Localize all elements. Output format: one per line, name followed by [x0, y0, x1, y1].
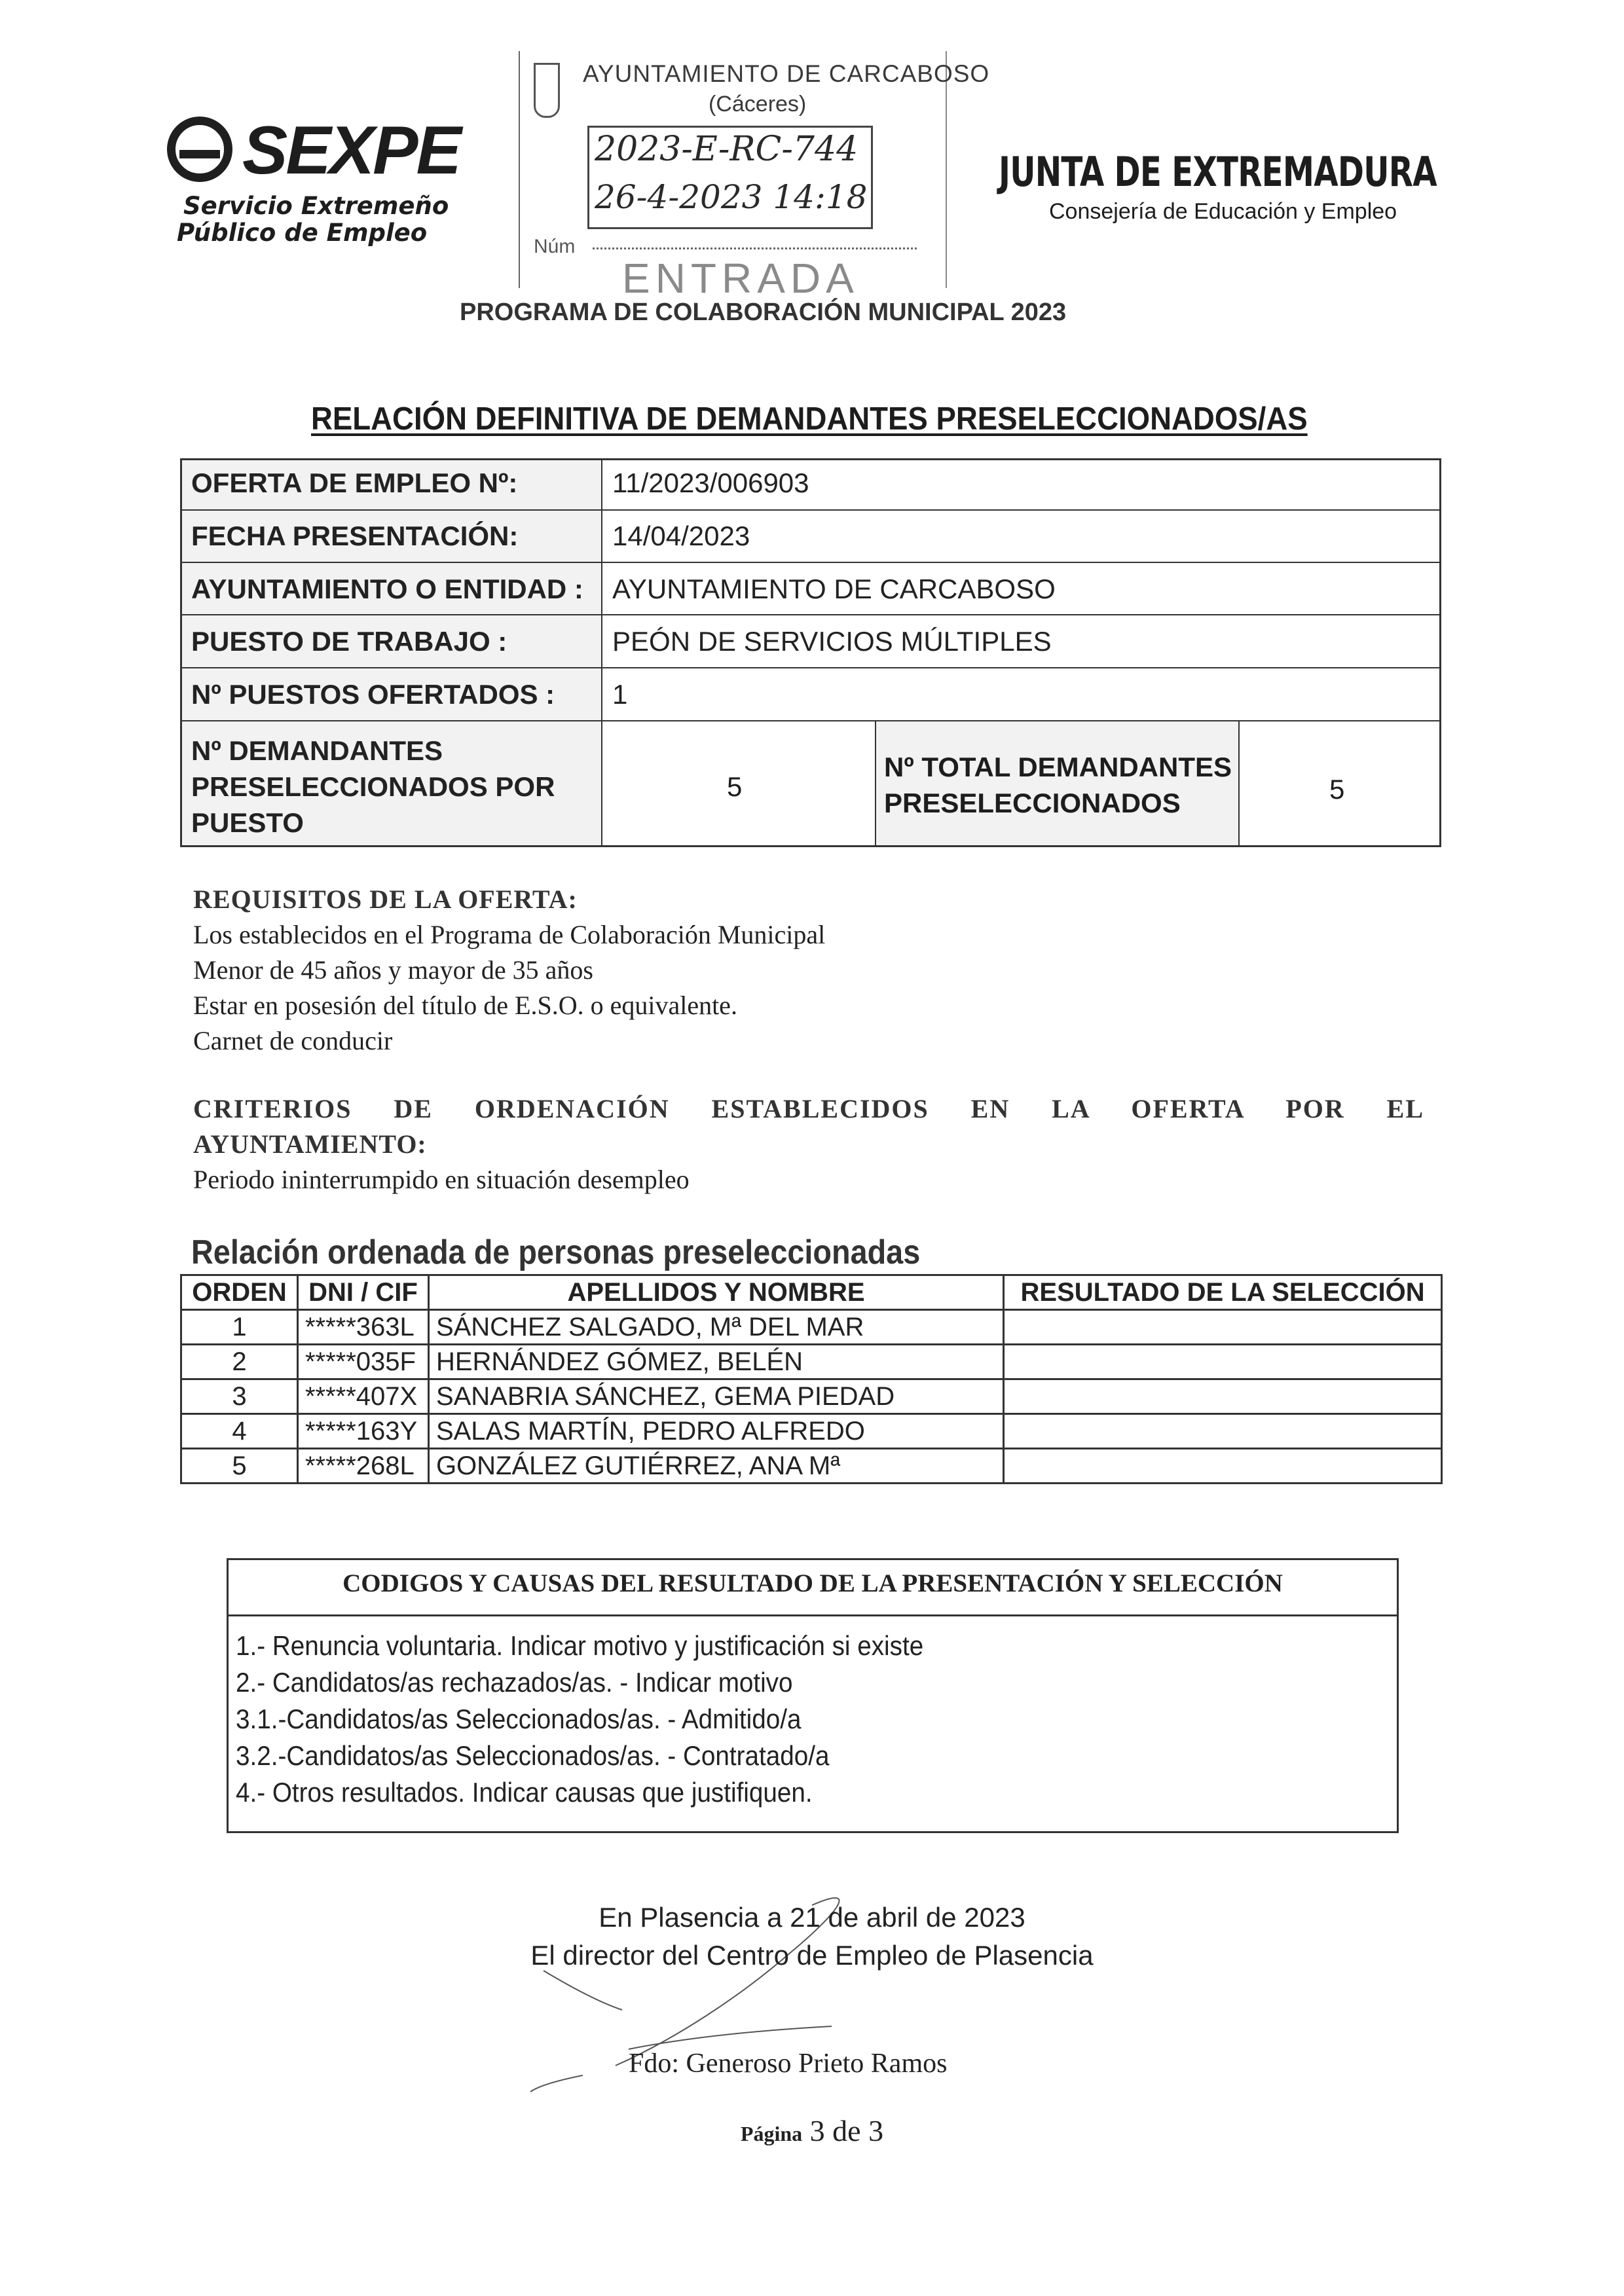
job-position-value: PEÓN DE SERVICIOS MÚLTIPLES	[612, 626, 1052, 657]
offer-row-divider	[180, 667, 1441, 668]
page-current: 3	[809, 2114, 825, 2147]
sexpe-logo-text: SEXPE	[242, 113, 460, 189]
criteria-text: Periodo ininterrumpido en situación desempleo	[193, 1165, 690, 1194]
codes-title: CODIGOS Y CAUSAS DEL RESULTADO DE LA PRESENTACIÓN Y SELECCIÓN	[342, 1569, 1283, 1597]
cell-order: 1	[181, 1310, 298, 1345]
presentation-date-value: 14/04/2023	[612, 520, 750, 551]
table-row	[181, 1379, 1442, 1414]
requirement-item: Menor de 45 años y mayor de 35 años	[193, 955, 593, 985]
cell-dni: *****363L	[297, 1310, 428, 1345]
junta-subtitle: Consejería de Educación y Empleo	[1049, 199, 1397, 224]
entity-label: AYUNTAMIENTO O ENTIDAD :	[191, 574, 583, 604]
cell-dni: *****268L	[297, 1449, 428, 1484]
signatory-name: Fdo: Generoso Prieto Ramos	[629, 2049, 948, 2079]
sexpe-logo-icon	[167, 117, 232, 182]
applicants-per-post-value: 5	[727, 771, 743, 802]
junta-title: JUNTA DE EXTREMADURA	[999, 148, 1437, 196]
table-row	[181, 1414, 1442, 1449]
positions-offered-value: 1	[612, 679, 628, 710]
cell-result	[1004, 1449, 1442, 1484]
cell-dni: *****407X	[297, 1379, 428, 1414]
applicants-per-post-label: Nº DEMANDANTES	[191, 735, 443, 766]
requirement-item: Estar en posesión del título de E.S.O. o equivalente.	[193, 991, 737, 1020]
offer-col-divider	[875, 720, 876, 847]
stamp-dotted-line	[593, 247, 917, 249]
sexpe-subtitle-line1: Servicio Extremeño	[183, 192, 449, 220]
table-row	[181, 1345, 1442, 1379]
cell-order: 3	[181, 1379, 298, 1414]
positions-offered-label: Nº PUESTOS OFERTADOS :	[191, 679, 555, 710]
presentation-date-label: FECHA PRESENTACIÓN:	[191, 520, 519, 551]
code-item: 3.1.-Candidatos/as Seleccionados/as. - Admitido/a	[236, 1704, 802, 1734]
entity-value: AYUNTAMIENTO DE CARCABOSO	[612, 574, 1056, 604]
col-header-result: RESULTADO DE LA SELECCIÓN	[1004, 1275, 1442, 1310]
candidates-table	[180, 1274, 1443, 1484]
page-number	[0, 2113, 1624, 2148]
col-header-name: APELLIDOS Y NOMBRE	[428, 1275, 1003, 1310]
col-header-dni: DNI / CIF	[297, 1275, 428, 1310]
page-total: 3	[868, 2114, 884, 2147]
requirement-item: Los establecidos en el Programa de Colaboración Municipal	[193, 920, 826, 949]
cell-name: SALAS MARTÍN, PEDRO ALFREDO	[428, 1414, 1003, 1449]
total-applicants-value: 5	[1329, 774, 1345, 805]
signature-place-date: En Plasencia a 21 de abril de 2023	[599, 1902, 1025, 1933]
cell-order: 5	[181, 1449, 298, 1484]
stamp-province: (Cáceres)	[709, 92, 807, 117]
applicants-per-post-label: PRESELECCIONADOS POR	[191, 771, 555, 802]
offer-row-divider	[180, 614, 1441, 615]
offer-col-divider	[601, 458, 602, 847]
stamp-num-label: Núm	[534, 236, 576, 257]
signature-role: El director del Centro de Empleo de Plasencia	[530, 1940, 1094, 1971]
criteria-heading-cont: AYUNTAMIENTO:	[193, 1129, 427, 1159]
requirement-item: Carnet de conducir	[193, 1026, 393, 1055]
offer-total-shade	[876, 721, 1240, 845]
stamp-registry-datetime: 26-4-2023 14:18	[595, 178, 868, 216]
stamp-entrada: ENTRADA	[622, 255, 859, 302]
cell-order: 2	[181, 1345, 298, 1379]
cell-dni: *****035F	[297, 1345, 428, 1379]
codes-divider	[227, 1614, 1399, 1616]
cell-result	[1004, 1345, 1442, 1379]
applicants-per-post-label: PUESTO	[191, 807, 304, 838]
table-row	[181, 1310, 1442, 1345]
job-position-label: PUESTO DE TRABAJO :	[191, 626, 507, 657]
cell-order: 4	[181, 1414, 298, 1449]
cell-name: GONZÁLEZ GUTIÉRREZ, ANA Mª	[428, 1449, 1003, 1484]
offer-row-divider	[180, 509, 1441, 511]
total-applicants-label: Nº TOTAL DEMANDANTES	[884, 752, 1232, 782]
table-row	[181, 1449, 1442, 1484]
offer-number-label: OFERTA DE EMPLEO Nº:	[191, 467, 518, 498]
cell-result	[1004, 1379, 1442, 1414]
stamp-council-name: AYUNTAMIENTO DE CARCABOSO	[583, 60, 990, 87]
total-applicants-label: PRESELECCIONADOS	[884, 788, 1181, 818]
page-of: de	[832, 2114, 861, 2147]
page-title: RELACIÓN DEFINITIVA DE DEMANDANTES PRESELECCIONADOS/AS	[311, 401, 1308, 437]
code-item: 4.- Otros resultados. Indicar causas que justifiquen.	[236, 1777, 813, 1808]
col-header-order: ORDEN	[181, 1275, 298, 1310]
cell-result	[1004, 1414, 1442, 1449]
cell-name: SANABRIA SÁNCHEZ, GEMA PIEDAD	[428, 1379, 1003, 1414]
cell-result	[1004, 1310, 1442, 1345]
offer-row-divider	[180, 720, 1441, 721]
cell-name: SÁNCHEZ SALGADO, Mª DEL MAR	[428, 1310, 1003, 1345]
code-item: 2.- Candidatos/as rechazados/as. - Indicar motivo	[236, 1667, 793, 1698]
offer-row-divider	[180, 562, 1441, 563]
offer-col-divider	[1238, 720, 1240, 847]
code-item: 1.- Renuncia voluntaria. Indicar motivo y justificación si existe	[236, 1630, 924, 1661]
offer-number-value: 11/2023/006903	[612, 467, 809, 498]
sexpe-subtitle-line2: Público de Empleo	[177, 219, 428, 247]
page-label: Página	[740, 2122, 803, 2145]
stamp-registry-number: 2023-E-RC-744	[595, 130, 858, 169]
cell-dni: *****163Y	[297, 1414, 428, 1449]
table-header-row	[181, 1275, 1442, 1310]
program-title: PROGRAMA DE COLABORACIÓN MUNICIPAL 2023	[460, 299, 1067, 326]
code-item: 3.2.-Candidatos/as Seleccionados/as. - Contratado/a	[236, 1740, 830, 1771]
coat-of-arms-icon	[534, 63, 560, 118]
cell-name: HERNÁNDEZ GÓMEZ, BELÉN	[428, 1345, 1003, 1379]
candidates-list-title: Relación ordenada de personas preseleccionadas	[191, 1233, 921, 1271]
requirements-heading: REQUISITOS DE LA OFERTA:	[193, 884, 578, 914]
criteria-heading: CRITERIOS DE ORDENACIÓN ESTABLECIDOS EN LA OFERTA POR EL	[193, 1094, 1424, 1123]
